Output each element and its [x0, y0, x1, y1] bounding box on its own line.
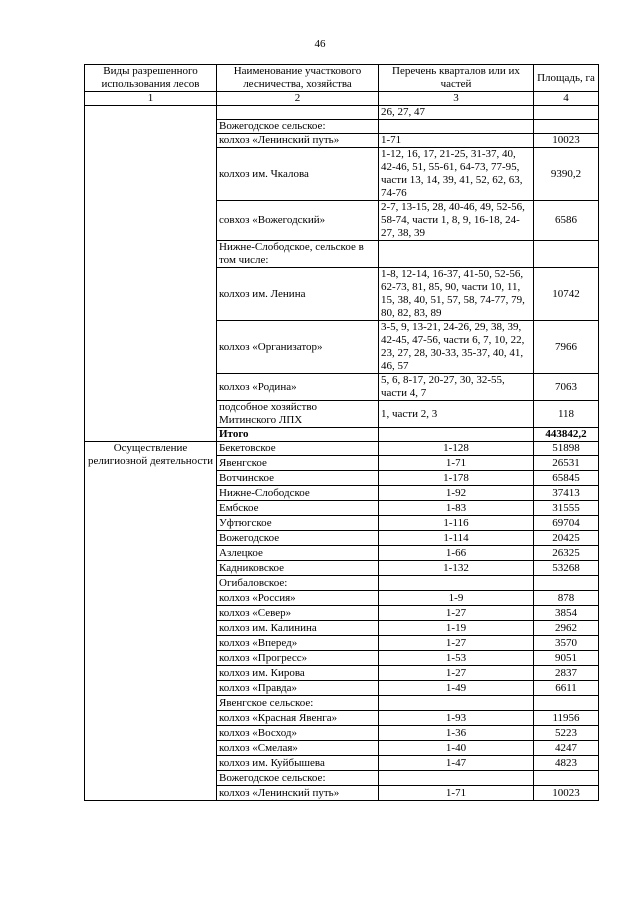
forestry-name: колхоз им. Калинина	[217, 621, 379, 636]
forestry-name: колхоз «Правда»	[217, 681, 379, 696]
header-number-1: 1	[85, 92, 217, 106]
area: 4823	[534, 756, 599, 771]
quarters: 1-128	[379, 442, 534, 456]
quarters: 1-49	[379, 681, 534, 696]
forest-use-table	[84, 64, 599, 801]
quarters: 1-19	[379, 621, 534, 636]
quarters: 1-71	[379, 786, 534, 801]
area: 5223	[534, 726, 599, 741]
quarters	[379, 576, 534, 591]
header-number-3: 3	[379, 92, 534, 106]
forestry-name: Явенгское	[217, 456, 379, 471]
quarters: 1-53	[379, 651, 534, 666]
forestry-name: подсобное хозяйство Митинского ЛПХ	[217, 401, 379, 428]
header-quarters: Перечень кварталов или их частей	[379, 65, 534, 92]
area: 26531	[534, 456, 599, 471]
area: 10742	[534, 268, 599, 321]
area: 3570	[534, 636, 599, 651]
forestry-name: колхоз «Россия»	[217, 591, 379, 606]
forestry-name: колхоз им. Ленина	[217, 268, 379, 321]
area: 51898	[534, 442, 599, 456]
area: 6611	[534, 681, 599, 696]
quarters: 1, части 2, 3	[379, 401, 534, 428]
forestry-name: колхоз «Север»	[217, 606, 379, 621]
area	[534, 771, 599, 786]
forestry-name: колхоз им. Кирова	[217, 666, 379, 681]
area	[534, 120, 599, 134]
forestry-name: колхоз «Организатор»	[217, 321, 379, 374]
area	[534, 241, 599, 268]
area	[534, 106, 599, 120]
quarters: 1-116	[379, 516, 534, 531]
area: 9051	[534, 651, 599, 666]
header-forestry-name: Наименование участкового лесничества, хозяйства	[217, 65, 379, 92]
quarters: 1-47	[379, 756, 534, 771]
forestry-name: Огибаловское:	[217, 576, 379, 591]
quarters: 5, 6, 8-17, 20-27, 30, 32-55, части 4, 7	[379, 374, 534, 401]
quarters: 1-66	[379, 546, 534, 561]
quarters: 2-7, 13-15, 28, 40-46, 49, 52-56, 58-74, части 1, 8, 9, 16-18, 24-27, 38, 39	[379, 201, 534, 241]
header-row	[85, 65, 599, 92]
area: 20425	[534, 531, 599, 546]
area: 2837	[534, 666, 599, 681]
quarters: 1-71	[379, 134, 534, 148]
quarters	[379, 696, 534, 711]
area: 4247	[534, 741, 599, 756]
area: 10023	[534, 786, 599, 801]
quarters: 1-83	[379, 501, 534, 516]
total-quarters	[379, 428, 534, 442]
quarters: 1-178	[379, 471, 534, 486]
quarters: 1-27	[379, 666, 534, 681]
use-type-religious: Осуществление религиозной деятельности	[85, 442, 217, 801]
header-area: Площадь, га	[534, 65, 599, 92]
quarters: 1-9	[379, 591, 534, 606]
forestry-name: колхоз «Вперед»	[217, 636, 379, 651]
area: 37413	[534, 486, 599, 501]
quarters: 1-114	[379, 531, 534, 546]
area: 26325	[534, 546, 599, 561]
quarters: 1-8, 12-14, 16-37, 41-50, 52-56, 62-73, 81, 85, 90, части 10, 11, 15, 38, 40, 51, 57, 58, 74-77, 79, 80, 82, 83, 89	[379, 268, 534, 321]
forestry-name: колхоз «Родина»	[217, 374, 379, 401]
quarters	[379, 771, 534, 786]
forestry-name	[217, 106, 379, 120]
quarters: 1-40	[379, 741, 534, 756]
table-row	[85, 106, 599, 120]
header-number-2: 2	[217, 92, 379, 106]
forestry-name: Бекетовское	[217, 442, 379, 456]
area: 7966	[534, 321, 599, 374]
quarters: 1-93	[379, 711, 534, 726]
table-row	[85, 442, 599, 456]
forestry-name: колхоз «Ленинский путь»	[217, 134, 379, 148]
quarters: 3-5, 9, 13-21, 24-26, 29, 38, 39, 42-45, 47-56, части 6, 7, 10, 22, 23, 27, 28, 30-33, 35-37, 40, 41, 46, 57	[379, 321, 534, 374]
forestry-name: колхоз «Восход»	[217, 726, 379, 741]
forestry-name: колхоз «Смелая»	[217, 741, 379, 756]
forestry-name: Ембское	[217, 501, 379, 516]
forestry-name: колхоз им. Чкалова	[217, 148, 379, 201]
area: 65845	[534, 471, 599, 486]
total-label: Итого	[217, 428, 379, 442]
forestry-name: Азлецкое	[217, 546, 379, 561]
quarters: 1-12, 16, 17, 21-25, 31-37, 40, 42-46, 51, 55-61, 64-73, 77-95, части 13, 14, 39, 41, 52, 62, 63, 74-76	[379, 148, 534, 201]
header-number-4: 4	[534, 92, 599, 106]
forestry-name: Вожегодское сельское:	[217, 771, 379, 786]
area: 9390,2	[534, 148, 599, 201]
forestry-name: колхоз «Красная Явенга»	[217, 711, 379, 726]
forestry-name: Вожегодское	[217, 531, 379, 546]
area: 31555	[534, 501, 599, 516]
forestry-name: Нижне-Слободское	[217, 486, 379, 501]
forestry-name: колхоз «Прогресс»	[217, 651, 379, 666]
quarters: 1-27	[379, 636, 534, 651]
forestry-name: совхоз «Вожегодский»	[217, 201, 379, 241]
area: 6586	[534, 201, 599, 241]
forestry-name: колхоз «Ленинский путь»	[217, 786, 379, 801]
forestry-name: Явенгское сельское:	[217, 696, 379, 711]
quarters	[379, 120, 534, 134]
area: 69704	[534, 516, 599, 531]
total-value: 443842,2	[534, 428, 599, 442]
use-type-cell	[85, 106, 217, 442]
forestry-name: Кадниковское	[217, 561, 379, 576]
quarters: 1-27	[379, 606, 534, 621]
area: 7063	[534, 374, 599, 401]
header-number-row	[85, 92, 599, 106]
quarters: 26, 27, 47	[379, 106, 534, 120]
forestry-name: Вотчинское	[217, 471, 379, 486]
area: 10023	[534, 134, 599, 148]
area	[534, 576, 599, 591]
forestry-name: Вожегодское сельское:	[217, 120, 379, 134]
area: 53268	[534, 561, 599, 576]
header-use-type: Виды разрешенного использования лесов	[85, 65, 217, 92]
quarters: 1-36	[379, 726, 534, 741]
page-number: 46	[314, 38, 326, 50]
quarters: 1-92	[379, 486, 534, 501]
area: 3854	[534, 606, 599, 621]
area: 878	[534, 591, 599, 606]
forestry-name: Нижне-Слободское, сельское в том числе:	[217, 241, 379, 268]
area: 11956	[534, 711, 599, 726]
area: 118	[534, 401, 599, 428]
area	[534, 696, 599, 711]
quarters: 1-71	[379, 456, 534, 471]
quarters: 1-132	[379, 561, 534, 576]
quarters	[379, 241, 534, 268]
forestry-name: колхоз им. Куйбышева	[217, 756, 379, 771]
area: 2962	[534, 621, 599, 636]
forestry-name: Уфтюгское	[217, 516, 379, 531]
